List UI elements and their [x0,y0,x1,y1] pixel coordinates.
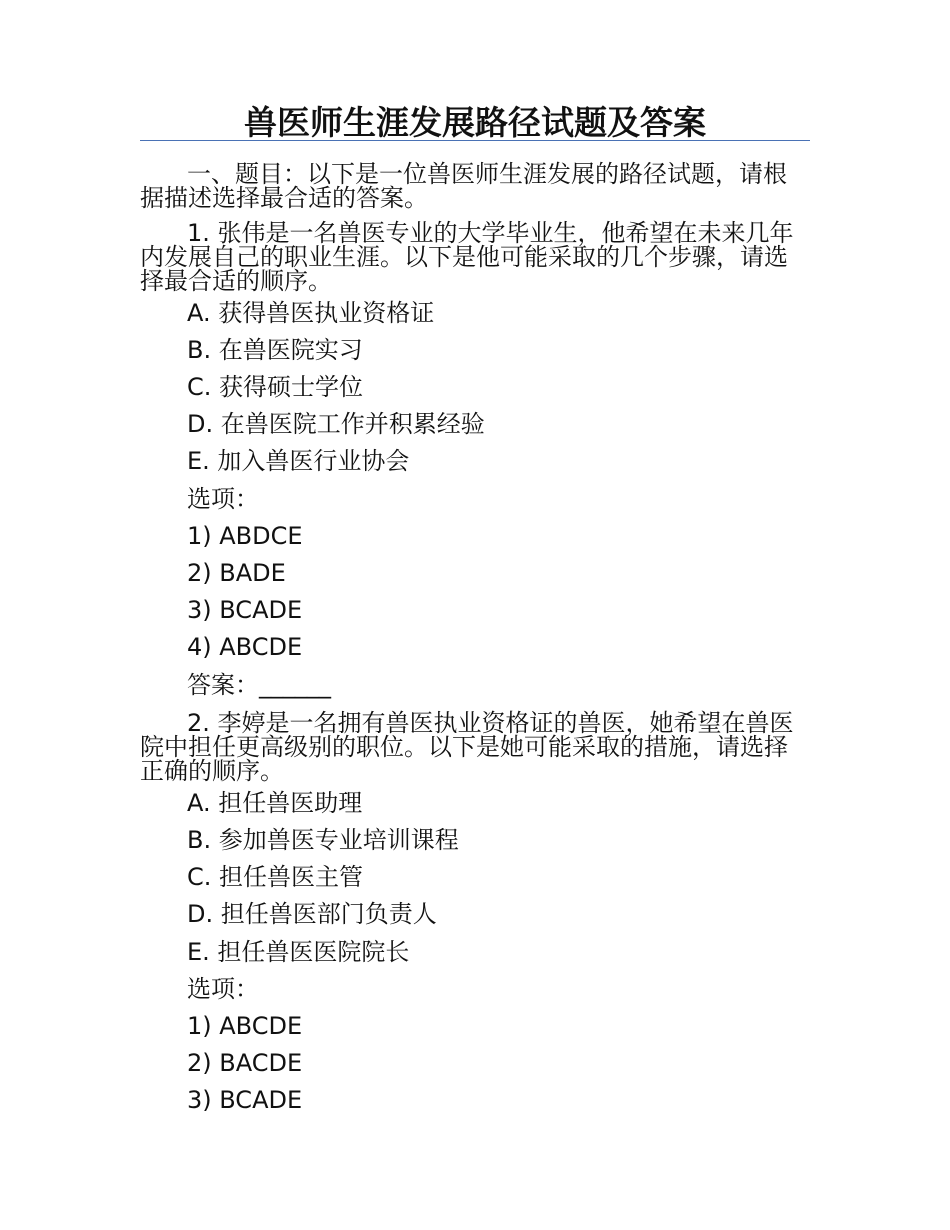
q1-option-4: 4) ABCDE [187,633,303,661]
q2-option-1: 1) ABCDE [187,1012,303,1040]
q1-step-d: D. 在兽医院工作并积累经验 [187,410,485,438]
document-title: 兽医师生涯发展路径试题及答案 [244,103,706,142]
q2-option-3: 3) BCADE [187,1086,303,1114]
question-2-stem: 2. 李婷是一名拥有兽医执业资格证的兽医，她希望在兽医院中担任更高级别的职位。以下是她可能采取的措施，请选择正确的顺序。 [140,709,794,785]
question-1-stem: 1. 张伟是一名兽医专业的大学毕业生，他希望在未来几年内发展自己的职业生涯。以下是他可能采取的几个步骤，请选择最合适的顺序。 [140,219,794,295]
q1-answer-blank: 答案：______ [187,671,331,699]
q2-step-d: D. 担任兽医部门负责人 [187,900,437,928]
q1-step-b: B. 在兽医院实习 [187,336,363,364]
q2-step-b: B. 参加兽医专业培训课程 [187,826,459,854]
q2-options-label: 选项： [187,975,259,1003]
q2-option-2: 2) BACDE [187,1049,303,1077]
q2-step-a: A. 担任兽医助理 [187,789,363,817]
q1-option-3: 3) BCADE [187,596,303,624]
intro-paragraph: 一、题目：以下是一位兽医师生涯发展的路径试题，请根据描述选择最合适的答案。 [140,160,787,212]
q1-step-e: E. 加入兽医行业协会 [187,447,410,475]
q1-option-1: 1) ABDCE [187,522,303,550]
title-underline [140,140,810,141]
q1-option-2: 2) BADE [187,559,286,587]
q1-step-c: C. 获得硕士学位 [187,373,364,401]
q2-step-c: C. 担任兽医主管 [187,863,364,891]
q2-step-e: E. 担任兽医医院院长 [187,938,410,966]
q1-step-a: A. 获得兽医执业资格证 [187,299,435,327]
q1-options-label: 选项： [187,485,259,513]
